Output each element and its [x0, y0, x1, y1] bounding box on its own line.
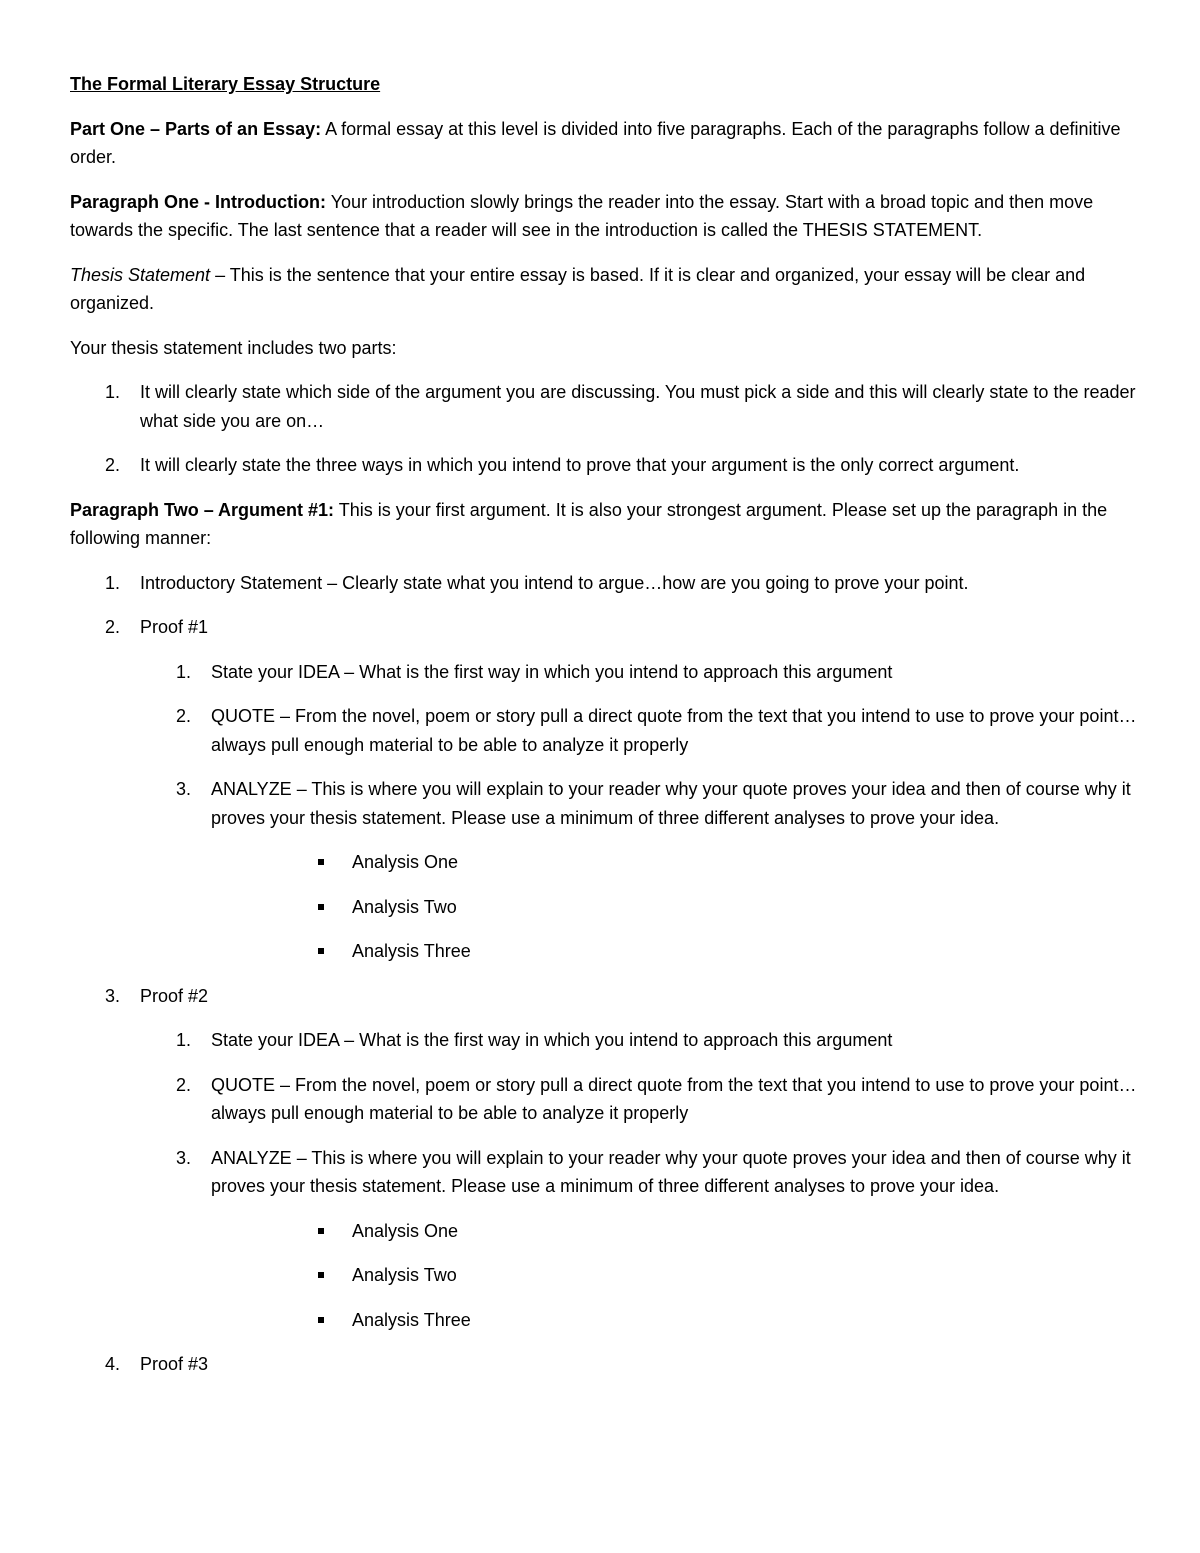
list-number: 2. — [176, 706, 192, 726]
list-item-text: Analysis One — [352, 852, 459, 872]
argument-structure-list — [70, 569, 1140, 1379]
proof-2-analyses — [70, 1217, 1140, 1335]
page-title: The Formal Literary Essay Structure — [70, 74, 381, 94]
paragraph-one-text: Your introduction slowly brings the reader into the essay. Start with a broad topic and then move towards the specific. The last sentence that a reader will see in the introduction is called the THESIS STATEMENT. — [70, 191, 1094, 240]
document-page — [70, 70, 1140, 1395]
thesis-parts-intro: Your thesis statement includes two parts: — [70, 337, 397, 358]
list-item-text: ANALYZE – This is where you will explain to your reader why your quote proves your idea and then of course why it proves your thesis statement. Please use a minimum of three different analyses to prove your idea. — [211, 1147, 1131, 1196]
part-one-paragraph — [70, 115, 1140, 172]
proof-1-steps — [70, 658, 1140, 966]
list-item — [70, 1071, 1140, 1128]
proof-2-label: Proof #2 — [140, 985, 209, 1006]
list-item-text: Analysis One — [352, 1220, 459, 1241]
square-bullet-icon — [318, 948, 324, 954]
square-bullet-icon — [318, 904, 324, 910]
list-number: 2. — [105, 617, 121, 637]
list-item — [70, 937, 1140, 966]
proof-2-item — [70, 982, 1140, 1335]
list-item — [70, 848, 1140, 877]
square-bullet-icon — [318, 1228, 324, 1234]
paragraph-one-label: Paragraph One - Introduction: — [70, 191, 327, 212]
part-one-label: Part One – Parts of an Essay: — [70, 118, 322, 139]
list-number: 2. — [176, 1074, 192, 1095]
thesis-label: Thesis Statement — [70, 264, 211, 285]
list-number: 3. — [105, 985, 121, 1006]
proof-1-item — [70, 613, 1140, 966]
list-item — [70, 893, 1140, 922]
list-item-text: State your IDEA – What is the first way in which you intend to approach this argument — [211, 1030, 893, 1050]
list-item-text: ANALYZE – This is where you will explain to your reader why your quote proves your idea and then of course why it proves your thesis statement. Please use a minimum of three different analyses to prove your idea. — [211, 779, 1131, 828]
list-number: 4. — [105, 1354, 121, 1374]
list-item — [70, 1217, 1140, 1246]
list-item-text: QUOTE – From the novel, poem or story pull a direct quote from the text that you intend to use to prove your point…always pull enough material to be able to analyze it properly — [211, 706, 1137, 755]
list-item-text: Analysis Three — [352, 1309, 471, 1330]
paragraph-one-section — [70, 188, 1140, 245]
thesis-text: – This is the sentence that your entire essay is based. If it is clear and organized, your essay will be clear and organized. — [70, 264, 1086, 313]
paragraph-two-text: This is your first argument. It is also your strongest argument. Please set up the paragraph in the following manner: — [70, 499, 1108, 548]
list-item — [70, 775, 1140, 966]
proof-2-steps — [70, 1026, 1140, 1334]
proof-3-item — [70, 1350, 1140, 1379]
list-item — [70, 702, 1140, 759]
list-item-text: It will clearly state the three ways in which you intend to prove that your argument is the only correct argument. — [140, 455, 1020, 475]
paragraph-two-section — [70, 496, 1140, 553]
part-one-text: A formal essay at this level is divided into five paragraphs. Each of the paragraphs follow a definitive order. — [70, 118, 1121, 167]
list-item-text: Analysis Three — [352, 941, 471, 961]
proof-1-label: Proof #1 — [140, 617, 209, 637]
list-item-text: Analysis Two — [352, 896, 457, 917]
list-number: 3. — [176, 1147, 192, 1168]
list-number: 1. — [105, 382, 121, 402]
list-item-text: State your IDEA – What is the first way in which you intend to approach this argument — [211, 661, 893, 682]
paragraph-two-label: Paragraph Two – Argument #1: — [70, 499, 335, 520]
list-number: 1. — [105, 572, 121, 593]
list-number: 2. — [105, 455, 121, 475]
list-item — [70, 658, 1140, 687]
list-number: 1. — [176, 661, 192, 682]
thesis-parts-list — [70, 378, 1140, 480]
list-item — [70, 1026, 1140, 1055]
list-item — [70, 1306, 1140, 1335]
proof-1-analyses — [70, 848, 1140, 966]
square-bullet-icon — [318, 859, 324, 865]
square-bullet-icon — [318, 1317, 324, 1323]
list-item-text: Introductory Statement – Clearly state what you intend to argue…how are you going to prove your point. — [140, 572, 969, 593]
list-item — [70, 451, 1140, 480]
list-item-text: Analysis Two — [352, 1265, 457, 1285]
list-number: 3. — [176, 779, 192, 799]
proof-3-label: Proof #3 — [140, 1354, 209, 1374]
square-bullet-icon — [318, 1272, 324, 1278]
list-item-text: QUOTE – From the novel, poem or story pull a direct quote from the text that you intend to use to prove your point…always pull enough material to be able to analyze it properly — [211, 1074, 1137, 1123]
list-item — [70, 569, 1140, 598]
list-item — [70, 378, 1140, 435]
list-item-text: It will clearly state which side of the argument you are discussing. You must pick a side and this will clearly state to the reader what side you are on… — [140, 382, 1136, 431]
list-item — [70, 1261, 1140, 1290]
thesis-paragraph — [70, 261, 1140, 318]
list-item — [70, 1144, 1140, 1335]
list-number: 1. — [176, 1030, 192, 1050]
